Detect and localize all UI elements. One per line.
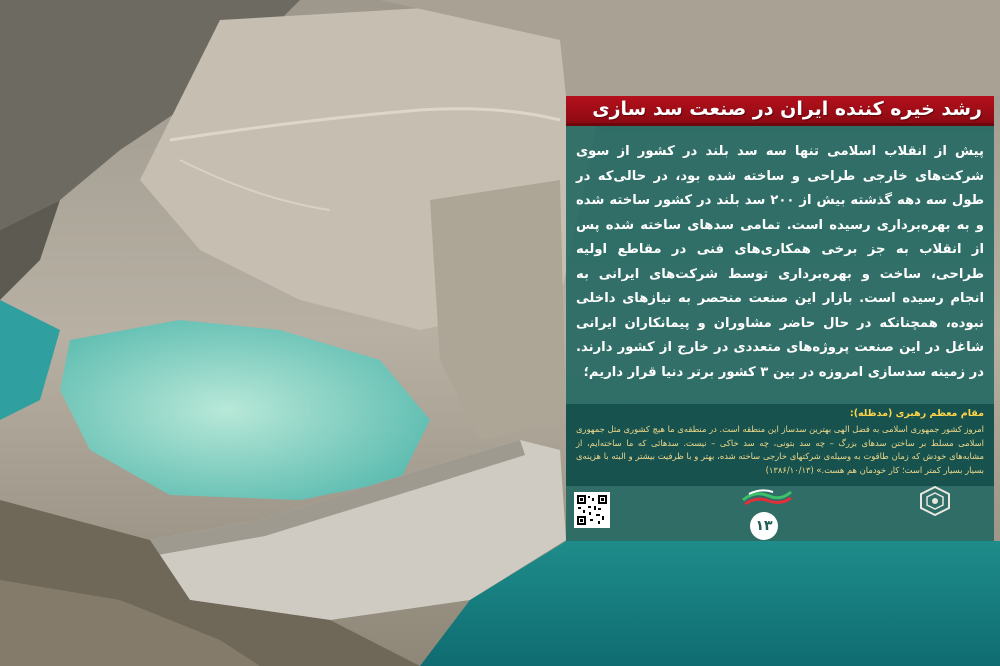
info-panel: [566, 126, 994, 541]
quote-box: [566, 404, 994, 486]
qr-code-icon: [574, 492, 610, 528]
quote-title: مقام معظم رهبری (مدظله):: [849, 408, 984, 419]
title-bar: [566, 96, 994, 126]
page-number: ۱۳: [750, 512, 778, 540]
seal-logo-icon: [884, 486, 986, 536]
quote-text: امروز کشور جمهوری اسلامی به فضل الهی بهترین سدساز این منطقه است. در منطقه‌ی ما هیچ کشوری مثل جمهوری اسلامی مسلط بر ساختن سدهای بزرگ – چه سد بتونی، چه سد خاکی – نیست. سدهائی که ما ساخته‌ایم، از مشابه‌های خودش که زمان طاقوت به وسیله‌ی شرکتهای خارجی ساخته شده، بهتر و با ظرفیت بیشتر و البته با هزینه‌ی بسیار بسیار کمتر است؛ کار خودمان هم هست.» (۱۳۸۶/۱۰/۱۳): [576, 424, 984, 475]
page-title: رشد خیره کننده ایران در صنعت سد سازی: [592, 98, 982, 120]
emblem-icon: [739, 486, 795, 508]
body-text: پیش از انقلاب اسلامی تنها سه سد بلند در کشور از سوی شرکت‌های خارجی طراحی و ساخته شده بود، در حالی‌که در طول سه دهه گذشته بیش از ۲۰۰ سد بلند در کشور ساخته شده و به بهره‌برداری رسیده است. تمامی سدهای ساخته شده پس از انقلاب به جز برخی همکاری‌های فنی در مقاطع اولیه طراحی، ساخت و بهره‌برداری توسط شرکت‌های ایرانی به انجام رسیده است. بازار این صنعت منحصر به نیازهای داخلی نبوده، همچنانکه در حال حاضر مشاوران و پیمانکاران ایرانی شاغل در این صنعت پروژه‌های متعددی در خارج از کشور دارند. در زمینه سدسازی امروزه در بین ۳ کشور برتر دنیا قرار داریم؛: [576, 144, 985, 380]
